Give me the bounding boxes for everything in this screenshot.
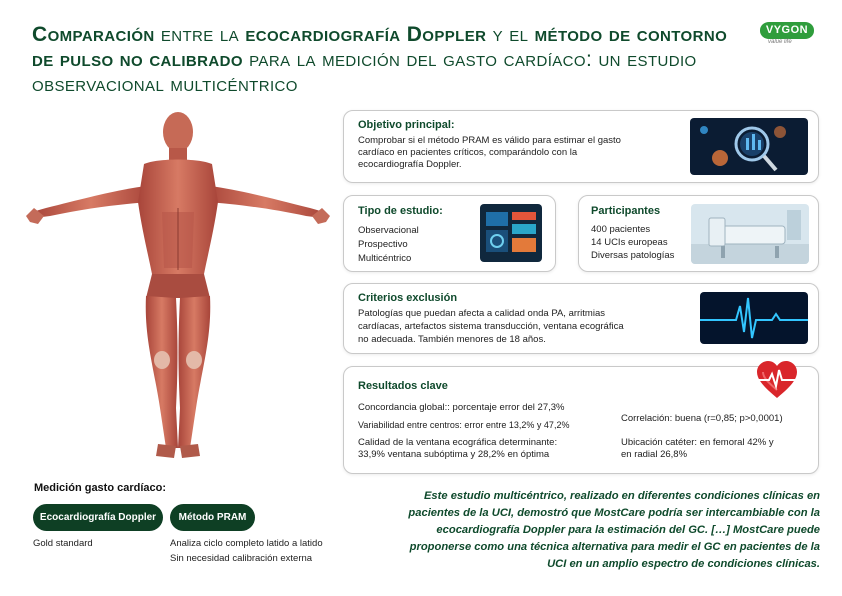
title-part-6: para la medición del gasto cardíaco: un estudio observacional multicéntrico [32,48,697,96]
study-type-item: Prospectivo [358,239,408,250]
logo-tagline: value life [768,39,792,45]
study-type-item: Multicéntrico [358,253,412,264]
objective-line-2: cardíaco en pacientes críticos, comparándolo con la [358,147,578,158]
vygon-logo [760,22,814,48]
pram-note-1: Analiza ciclo completo latido a latido [170,538,323,549]
result-correlation: Correlación: buena (r=0,85; p>0,0001) [621,413,783,424]
objective-card [343,110,819,183]
conclusion-text [366,488,820,573]
study-type-card [343,195,556,272]
result-catheter-2: en radial 26,8% [621,449,688,460]
objective-heading: Objetivo principal: [358,119,455,131]
heart-icon [755,360,799,400]
exclusion-line-1: Patologías que puedan afecta a calidad onda PA, arritmias [358,308,605,319]
conclusion-line-4: proponerse como una técnica alternativa para medir el GC en pacientes de la [409,541,820,553]
title-part-5: método de contorno de pulso no calibrado [32,23,728,71]
study-type-item: Observacional [358,225,419,236]
dashboard-tech-image [480,204,542,262]
conclusion-line-3: ecocardiografía Doppler para la estimación del GC. […] MostCare puede [436,524,820,536]
result-concordance: Concordancia global:: porcentaje error del 27,3% [358,402,565,413]
objective-line-1: Comprobar si el método PRAM es válido para estimar el gasto [358,135,621,146]
result-variability: Variabilidad entre centros: error entre 13,2% y 47,2% [358,420,570,430]
participants-item: 14 UCIs europeas [591,237,668,248]
exclusion-card [343,283,819,354]
result-quality-2: 33,9% ventana subóptima y 28,2% en óptima [358,449,550,460]
hospital-bed-image [691,204,809,264]
conclusion-line-2: pacientes de la UCI, demostró que MostCare podría ser intercambiable con la [408,507,820,519]
participants-item: Diversas patologías [591,250,675,261]
title-part-1: Comparación [32,23,155,46]
result-catheter-1: Ubicación catéter: en femoral 42% y [621,437,774,448]
pram-method-pill: Método PRAM [170,504,255,531]
title-part-3: ecocardiografía Doppler [245,23,487,46]
participants-item: 400 pacientes [591,224,651,235]
echo-doppler-pill: Ecocardiografía Doppler [33,504,163,531]
ecg-pulse-image [700,292,808,344]
logo-brand: VYGON [760,22,814,39]
page-title [32,22,752,97]
exclusion-line-3: no adecuada. También menores de 18 años. [358,334,546,345]
participants-card [578,195,819,272]
exclusion-heading: Criterios exclusión [358,292,458,304]
magnifier-data-image [690,118,808,175]
participants-heading: Participantes [591,205,661,217]
results-heading: Resultados clave [358,380,448,392]
objective-line-3: ecocardiografía Doppler. [358,159,462,170]
measurement-label: Medición gasto cardíaco: [34,482,167,494]
title-part-4: y el [486,23,535,46]
study-type-heading: Tipo de estudio: [358,205,443,217]
pram-note-2: Sin necesidad calibración externa [170,553,313,564]
echo-doppler-note: Gold standard [33,538,93,549]
result-quality-1: Calidad de la ventana ecográfica determinante: [358,437,558,448]
conclusion-line-1: Este estudio multicéntrico, realizado en diferentes condiciones clínicas en [423,490,820,502]
title-part-2: entre la [154,23,246,46]
results-card [343,366,819,474]
conclusion-line-5: UCI en un amplio espectro de condiciones clínicas. [547,558,820,570]
exclusion-line-2: cardíacas, artefactos sistema transducción, ventana ecográfica [358,321,624,332]
anatomy-figure [26,108,330,460]
